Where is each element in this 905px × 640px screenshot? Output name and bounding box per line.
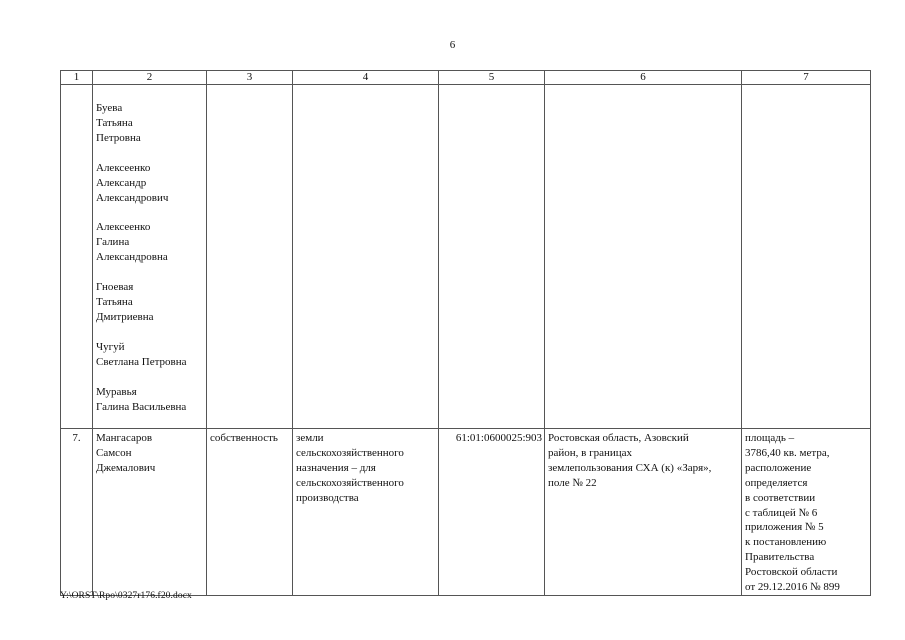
notes-line: приложения № 5 [745, 521, 824, 534]
address-cell [545, 85, 742, 429]
name-line: Татьяна [96, 116, 133, 129]
name-line: Александрович [96, 191, 169, 204]
owner-name [96, 340, 203, 370]
notes-line: с таблицей № 6 [745, 506, 818, 519]
table-row-continued-owners [61, 85, 871, 429]
file-path-footer: Y:\ORST\Rpo\0327r176.f20.docx [60, 591, 192, 601]
row-number-cell: 7. [61, 429, 93, 596]
address-line: землепользования СХА (к) «Заря», [548, 461, 712, 474]
name-line: Чугуй [96, 340, 125, 353]
notes-cell [742, 429, 871, 596]
name-line: Галина Васильевна [96, 400, 187, 413]
cadastral-number-cell: 61:01:0600025:903 [439, 429, 545, 596]
column-number: 6 [545, 71, 742, 85]
notes-line: площадь – [745, 432, 795, 444]
name-line: Петровна [96, 131, 141, 144]
address-line: Ростовская область, Азовский [548, 432, 689, 444]
notes-line: от 29.12.2016 № 899 [745, 581, 840, 594]
address-line: поле № 22 [548, 476, 597, 489]
category-line: производства [296, 491, 359, 504]
name-line: Буева [96, 102, 123, 114]
name-line: Александровна [96, 251, 168, 264]
address-line: район, в границах [548, 446, 633, 459]
right-type-cell: собственность [207, 429, 293, 596]
column-number: 4 [293, 71, 439, 85]
notes-line: Правительства [745, 551, 815, 564]
cadastral-number-cell [439, 85, 545, 429]
name-line: Муравья [96, 385, 137, 398]
notes-line: расположение [745, 461, 812, 474]
category-line: назначения – для [296, 461, 376, 474]
category-line: земли [296, 432, 324, 444]
land-plots-table [60, 70, 871, 596]
land-category-cell [293, 429, 439, 596]
address-cell [545, 429, 742, 596]
notes-line: к постановлению [745, 536, 827, 549]
name-line: Алексеенко [96, 221, 151, 234]
notes-cell [742, 85, 871, 429]
name-line: Александр [96, 176, 147, 189]
owners-cell [93, 429, 207, 596]
name-line: Мангасаров [96, 432, 153, 444]
owner-name [96, 101, 203, 146]
name-line: Гноевая [96, 281, 134, 294]
land-category-cell [293, 85, 439, 429]
column-number: 1 [61, 71, 93, 85]
row-number-cell [61, 85, 93, 429]
page-number: 6 [449, 39, 456, 51]
column-number: 3 [207, 71, 293, 85]
right-type-cell [207, 85, 293, 429]
name-line: Светлана Петровна [96, 355, 187, 368]
name-line: Татьяна [96, 296, 133, 309]
owner-name [96, 161, 203, 206]
column-number: 2 [93, 71, 207, 85]
name-line: Джемалович [96, 461, 156, 474]
category-line: сельскохозяйственного [296, 446, 404, 459]
column-number: 7 [742, 71, 871, 85]
name-line: Самсон [96, 446, 132, 459]
column-number-row [61, 71, 871, 85]
owner-name [96, 220, 203, 265]
table-row-7 [61, 429, 871, 596]
notes-line: определяется [745, 476, 808, 489]
notes-line: 3786,40 кв. метра, [745, 446, 830, 459]
category-line: сельскохозяйственного [296, 476, 404, 489]
notes-line: в соответствии [745, 491, 816, 504]
name-line: Галина [96, 236, 130, 249]
owners-cell [93, 85, 207, 429]
name-line: Дмитриевна [96, 310, 154, 323]
owner-name [96, 385, 203, 415]
owner-name [96, 280, 203, 325]
notes-line: Ростовской области [745, 566, 838, 579]
column-number: 5 [439, 71, 545, 85]
name-line: Алексеенко [96, 161, 151, 174]
